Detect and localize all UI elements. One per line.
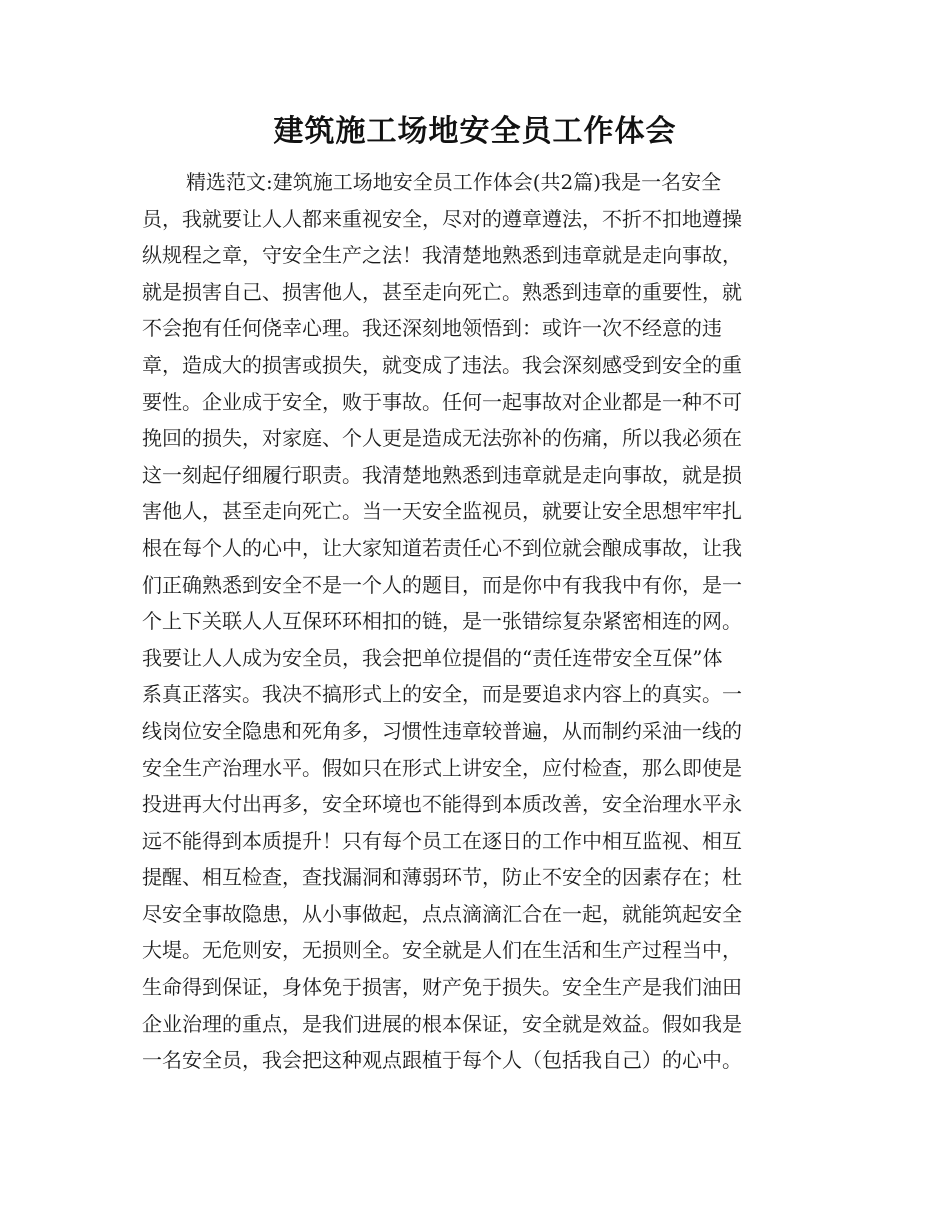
body-line: 根在每个人的心中，让大家知道若责任心不到位就会酿成事故，让我: [142, 535, 742, 560]
body-line: 员，我就要让人人都来重视安全，尽对的遵章遵法，不折不扣地遵操: [142, 206, 742, 231]
body-line: 我要让人人成为安全员，我会把单位提倡的“责任连带安全互保”体: [142, 645, 723, 670]
body-line: 纵规程之章，守安全生产之法！我清楚地熟悉到违章就是走向事故，: [142, 243, 742, 268]
body-line: 尽安全事故隐患，从小事做起，点点滴滴汇合在一起，就能筑起安全: [142, 901, 742, 926]
body-line: 投进再大付出再多，安全环境也不能得到本质改善，安全治理水平永: [142, 792, 742, 817]
body-line: 这一刻起仔细履行职责。我清楚地熟悉到违章就是走向事故，就是损: [142, 462, 742, 487]
body-line: 不会抱有任何侥幸心理。我还深刻地领悟到：或许一次不经意的违: [142, 316, 722, 341]
document-title: 建筑施工场地安全员工作体会: [273, 114, 677, 149]
body-line: 个上下关联人人互保环环相扣的链，是一张错综复杂紧密相连的网。: [142, 609, 742, 634]
body-line: 企业治理的重点，是我们进展的根本保证，安全就是效益。假如我是: [142, 1011, 742, 1036]
body-line: 大堤。无危则安，无损则全。安全就是人们在生活和生产过程当中，: [142, 938, 742, 963]
body-line: 们正确熟悉到安全不是一个人的题目，而是你中有我我中有你，是一: [142, 572, 742, 597]
body-line: 生命得到保证，身体免于损害，财产免于损失。安全生产是我们油田: [142, 975, 742, 1000]
body-line: 精选范文:建筑施工场地安全员工作体会(共2篇)我是一名安全: [186, 170, 722, 194]
body-line: 远不能得到本质提升！只有每个员工在逐日的工作中相互监视、相互: [142, 828, 742, 853]
body-line: 一名安全员，我会把这种观点跟植于每个人（包括我自己）的心中。: [142, 1048, 742, 1073]
body-line: 安全生产治理水平。假如只在形式上讲安全，应付检查，那么即使是: [142, 755, 742, 780]
body-line: 挽回的损失，对家庭、个人更是造成无法弥补的伤痛，所以我必须在: [142, 426, 742, 451]
document-body: [142, 164, 802, 1079]
body-line: 要性。企业成于安全，败于事故。任何一起事故对企业都是一种不可: [142, 389, 742, 414]
body-line: 就是损害自己、损害他人，甚至走向死亡。熟悉到违章的重要性，就: [142, 279, 742, 304]
body-line: 章，造成大的损害或损失，就变成了违法。我会深刻感受到安全的重: [142, 352, 742, 377]
body-line: 害他人，甚至走向死亡。当一天安全监视员，就要让安全思想牢牢扎: [142, 499, 742, 524]
body-line: 系真正落实。我决不搞形式上的安全，而是要追求内容上的真实。一: [142, 682, 742, 707]
body-line: 线岗位安全隐患和死角多，习惯性违章较普遍，从而制约采油一线的: [142, 718, 742, 743]
body-line: 提醒、相互检查，查找漏洞和薄弱环节，防止不安全的因素存在；杜: [142, 865, 742, 890]
